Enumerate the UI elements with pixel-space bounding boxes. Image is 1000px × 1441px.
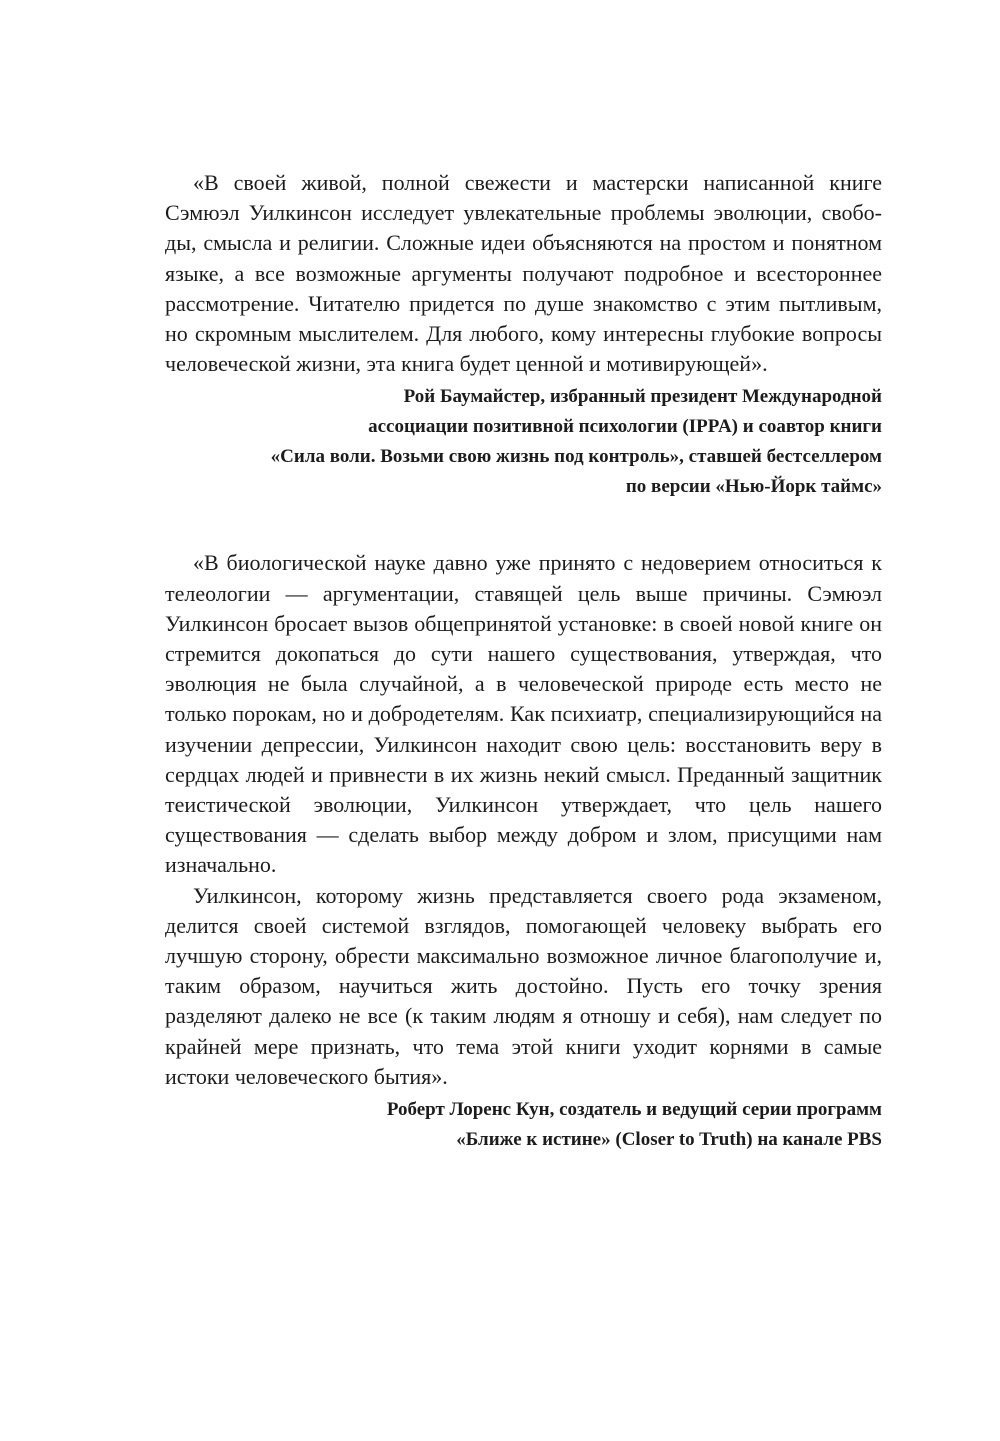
attribution-baumeister [165,382,882,502]
quote-kuhn-paragraph-1: «В биологической науке давно уже принято с недоверием относиться к телеологии — аргументации, ставящей цель выше причины. Сэмюэл Уилкинсон бросает вызов общепринятой установке: в своей новой книге он стремится докопаться до сути нашего существования, утверждая, что эволюция не была случайной, а в человеческой природе есть место не только порокам, но и добродетелям. Как психиатр, специализирующийся на изучении депрессии, Уилкинсон находит свою цель: восстановить веру в сердцах людей и привнести в их жизнь некий смысл. Преданный защитник теистической эволюции, Уилкинсон утверждает, что цель нашего существования — сделать выбор между добром и злом, присущими нам изначально. [165,550,882,878]
attribution-line: по версии «Нью-Йорк таймс» [625,476,882,498]
attribution-line: «Ближе к истине» (Closer to Truth) на канале PBS [456,1129,882,1151]
attribution-kuhn [165,1095,882,1155]
attribution-line: ассоциации позитивной психологии (IPPA) и соавтор книги [368,416,882,438]
quote-kuhn-paragraph-2: Уилкинсон, которому жизнь представляется своего рода экзаменом, делится своей системой взглядов, помогающей человеку выбрать его лучшую сторону, обрести максимально возможное личное благополучие и, таким образом, научиться жить достойно. Пусть его точку зрения разделяют далеко не все (к таким людям я отношу и себя), нам следует по крайней мере признать, что тема этой книги уходит корнями в самые истоки человеческого бытия». [165,882,882,1089]
attribution-line: Роберт Лоренс Кун, создатель и ведущий серии программ [386,1099,882,1121]
attribution-line: Рой Баумайстер, избранный президент Международной [403,386,882,408]
quote-baumeister: «В своей живой, полной свежести и мастерски написанной книге Сэмюэл Уилкинсон исследует увлекательные проблемы эволюции, свободы, смысла и религии. Сложные идеи объясняются на простом и понятном языке, а все возможные аргументы получают подробное и всестороннее рассмотрение. Читателю придется по душе знакомство с этим пытливым, но скромным мыслителем. Для любого, кому интересны глубокие вопросы человеческой жизни, эта книга будет ценной и мотивирующей». [165,170,882,377]
book-page [165,168,882,1155]
section-spacer [165,502,882,548]
attribution-line: «Сила воли. Возьми свою жизнь под контроль», ставшей бестселлером [270,446,882,468]
